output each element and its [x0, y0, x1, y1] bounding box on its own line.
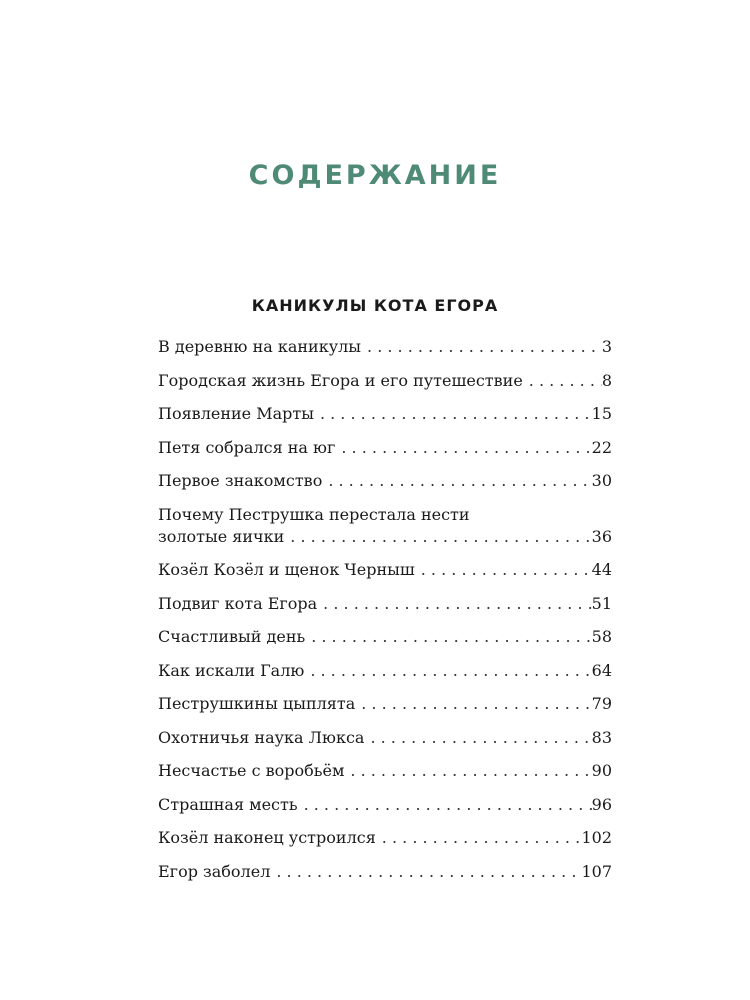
- toc-entry-page: 107: [581, 861, 612, 881]
- toc-entry[interactable]: [158, 437, 612, 459]
- toc-entry-page: 58: [591, 627, 612, 646]
- table-of-contents: [158, 336, 612, 894]
- dot-leader: [376, 827, 582, 849]
- toc-entry-page: 90: [591, 761, 612, 780]
- toc-entry-title: Пеструшкины цыплята: [158, 694, 356, 713]
- toc-entry-title-line2: золотые яички: [158, 526, 285, 546]
- toc-entry[interactable]: [158, 403, 612, 425]
- toc-entry-page: 51: [591, 593, 612, 613]
- dot-leader: [305, 626, 591, 648]
- toc-entry-title-line1: Почему Пеструшка перестала нести: [158, 504, 470, 524]
- dot-leader: [322, 470, 591, 492]
- dot-leader: [270, 861, 581, 883]
- toc-entry-title: Городская жизнь Егора и его путешествие: [158, 370, 523, 390]
- dot-leader: [523, 370, 602, 392]
- dot-leader: [335, 437, 591, 459]
- dot-leader: [355, 693, 591, 715]
- toc-entry[interactable]: [158, 336, 612, 358]
- toc-entry-page: 15: [591, 404, 612, 423]
- toc-entry[interactable]: [158, 794, 612, 816]
- toc-entry-page: 3: [601, 337, 612, 356]
- toc-entry-page: 22: [591, 437, 612, 457]
- toc-entry[interactable]: [158, 370, 612, 392]
- toc-entry[interactable]: [158, 559, 612, 581]
- dot-leader: [344, 760, 591, 782]
- toc-entry-title: Охотничья наука Люкса: [158, 727, 365, 747]
- toc-entry-title: В деревню на каникулы: [158, 337, 362, 356]
- toc-entry-title: Петя собрался на юг: [158, 437, 336, 457]
- toc-entry-title: Первое знакомство: [158, 471, 323, 490]
- toc-entry-title: Козёл наконец устроился: [158, 828, 376, 847]
- page-title: СОДЕРЖАНИЕ: [248, 160, 502, 191]
- toc-entry-title: Егор заболел: [158, 861, 271, 881]
- toc-entry-page: 83: [591, 727, 612, 747]
- toc-entry-page: 102: [581, 828, 612, 847]
- toc-entry-page: 79: [591, 694, 612, 713]
- toc-entry-title: Счастливый день: [158, 627, 306, 646]
- dot-leader: [284, 526, 591, 548]
- toc-entry[interactable]: [158, 626, 612, 648]
- toc-entry-title: Как искали Галю: [158, 660, 305, 680]
- toc-entry[interactable]: [158, 470, 612, 492]
- dot-leader: [364, 727, 591, 749]
- dot-leader: [298, 794, 592, 816]
- dot-leader: [317, 593, 591, 615]
- dot-leader: [361, 336, 602, 358]
- toc-entry-page: 30: [591, 471, 612, 490]
- toc-entry[interactable]: [158, 727, 612, 749]
- toc-entry[interactable]: [158, 760, 612, 782]
- toc-entry-page: 96: [591, 794, 612, 814]
- toc-entry[interactable]: [158, 861, 612, 883]
- section-heading: КАНИКУЛЫ КОТА ЕГОРА: [251, 296, 499, 315]
- toc-entry[interactable]: [158, 660, 612, 682]
- dot-leader: [314, 403, 592, 425]
- dot-leader: [304, 660, 591, 682]
- dot-leader: [415, 559, 592, 581]
- toc-entry[interactable]: [158, 693, 612, 715]
- toc-entry-title: Появление Марты: [158, 404, 314, 423]
- toc-entry-page: 36: [591, 526, 612, 546]
- toc-entry-title: Козёл Козёл и щенок Черныш: [158, 560, 415, 579]
- toc-entry-title: Подвиг кота Егора: [158, 593, 318, 613]
- toc-entry-page: 64: [591, 660, 612, 680]
- toc-entry[interactable]: [158, 827, 612, 849]
- toc-entry[interactable]: [158, 504, 612, 548]
- toc-entry-page: 44: [591, 560, 612, 579]
- toc-entry-page: 8: [601, 370, 612, 390]
- toc-entry-title: Несчастье с воробьём: [158, 761, 345, 780]
- toc-entry[interactable]: [158, 593, 612, 615]
- toc-entry-title: Страшная месть: [158, 794, 298, 814]
